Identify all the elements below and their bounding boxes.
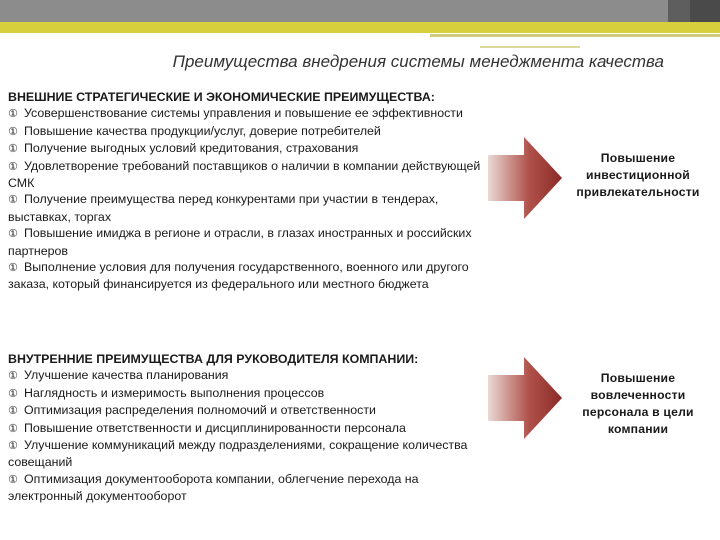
list-item: ① Выполнение условия для получения государственного, военного или другого заказа, который финансируется из федерального или местного бюджета <box>8 260 469 292</box>
clock-bullet-icon: ① <box>8 160 18 173</box>
list-item: ① Улучшение качества планирования <box>8 367 486 384</box>
list-item: ① Повышение ответственности и дисциплинированности персонала <box>8 420 486 437</box>
external-benefits-section <box>8 89 486 293</box>
clock-bullet-icon: ① <box>8 405 18 418</box>
clock-bullet-icon: ① <box>8 228 18 241</box>
list-item: ① Повышение качества продукции/услуг, доверие потребителей <box>8 123 486 140</box>
list-item: ① Улучшение коммуникаций между подразделениями, сокращение количества совещаний <box>8 438 468 470</box>
list-item: ① Оптимизация документооборота компании, облегчение перехода на электронный документооборот <box>8 471 419 504</box>
clock-bullet-icon: ① <box>8 387 18 400</box>
clock-bullet-icon: ① <box>8 440 18 453</box>
clock-bullet-icon: ① <box>8 108 18 121</box>
clock-bullet-icon: ① <box>8 262 18 275</box>
arrow-right-icon <box>488 137 562 219</box>
thin-accent-bar <box>430 34 720 37</box>
investment-attractiveness-result: Повышение инвестиционной привлекательности <box>576 151 700 199</box>
internal-benefits-section <box>8 351 486 505</box>
clock-bullet-icon: ① <box>8 473 18 486</box>
clock-bullet-icon: ① <box>8 125 18 138</box>
clock-bullet-icon: ① <box>8 143 18 156</box>
arrow-right-icon <box>488 357 562 439</box>
clock-bullet-icon: ① <box>8 370 18 383</box>
list-item: ① Удовлетворение требований поставщиков о наличии в компании действующей СМК <box>8 158 481 191</box>
top-gold-bar <box>0 22 720 33</box>
staff-engagement-result: Повышение вовлеченности персонала в цели компании <box>582 371 694 436</box>
internal-heading: ВНУТРЕННИЕ ПРЕИМУЩЕСТВА ДЛЯ РУКОВОДИТЕЛЯ КОМПАНИИ: <box>8 352 419 366</box>
top-gray-bar-darker <box>690 0 720 22</box>
page-title: Преимущества внедрения системы менеджмента качества <box>172 52 664 71</box>
list-item: ① Получение выгодных условий кредитования, страхования <box>8 140 486 157</box>
external-heading: ВНЕШНИЕ СТРАТЕГИЧЕСКИЕ И ЭКОНОМИЧЕСКИЕ ПРЕИМУЩЕСТВА: <box>8 90 435 104</box>
list-item: ① Повышение имиджа в регионе и отрасли, в глазах иностранных и российских партнеров <box>8 226 472 258</box>
clock-bullet-icon: ① <box>8 194 18 207</box>
list-item: ① Наглядность и измеримость выполнения процессов <box>8 385 486 402</box>
list-item: ① Получение преимущества перед конкурентами при участии в тендерах, выставках, торгах <box>8 192 439 224</box>
clock-bullet-icon: ① <box>8 422 18 435</box>
thin-accent-bar-small <box>480 46 580 48</box>
list-item: ① Оптимизация распределения полномочий и ответственности <box>8 402 486 419</box>
list-item: ① Усовершенствование системы управления и повышение ее эффективности <box>8 105 486 122</box>
top-gray-bar <box>0 0 720 22</box>
